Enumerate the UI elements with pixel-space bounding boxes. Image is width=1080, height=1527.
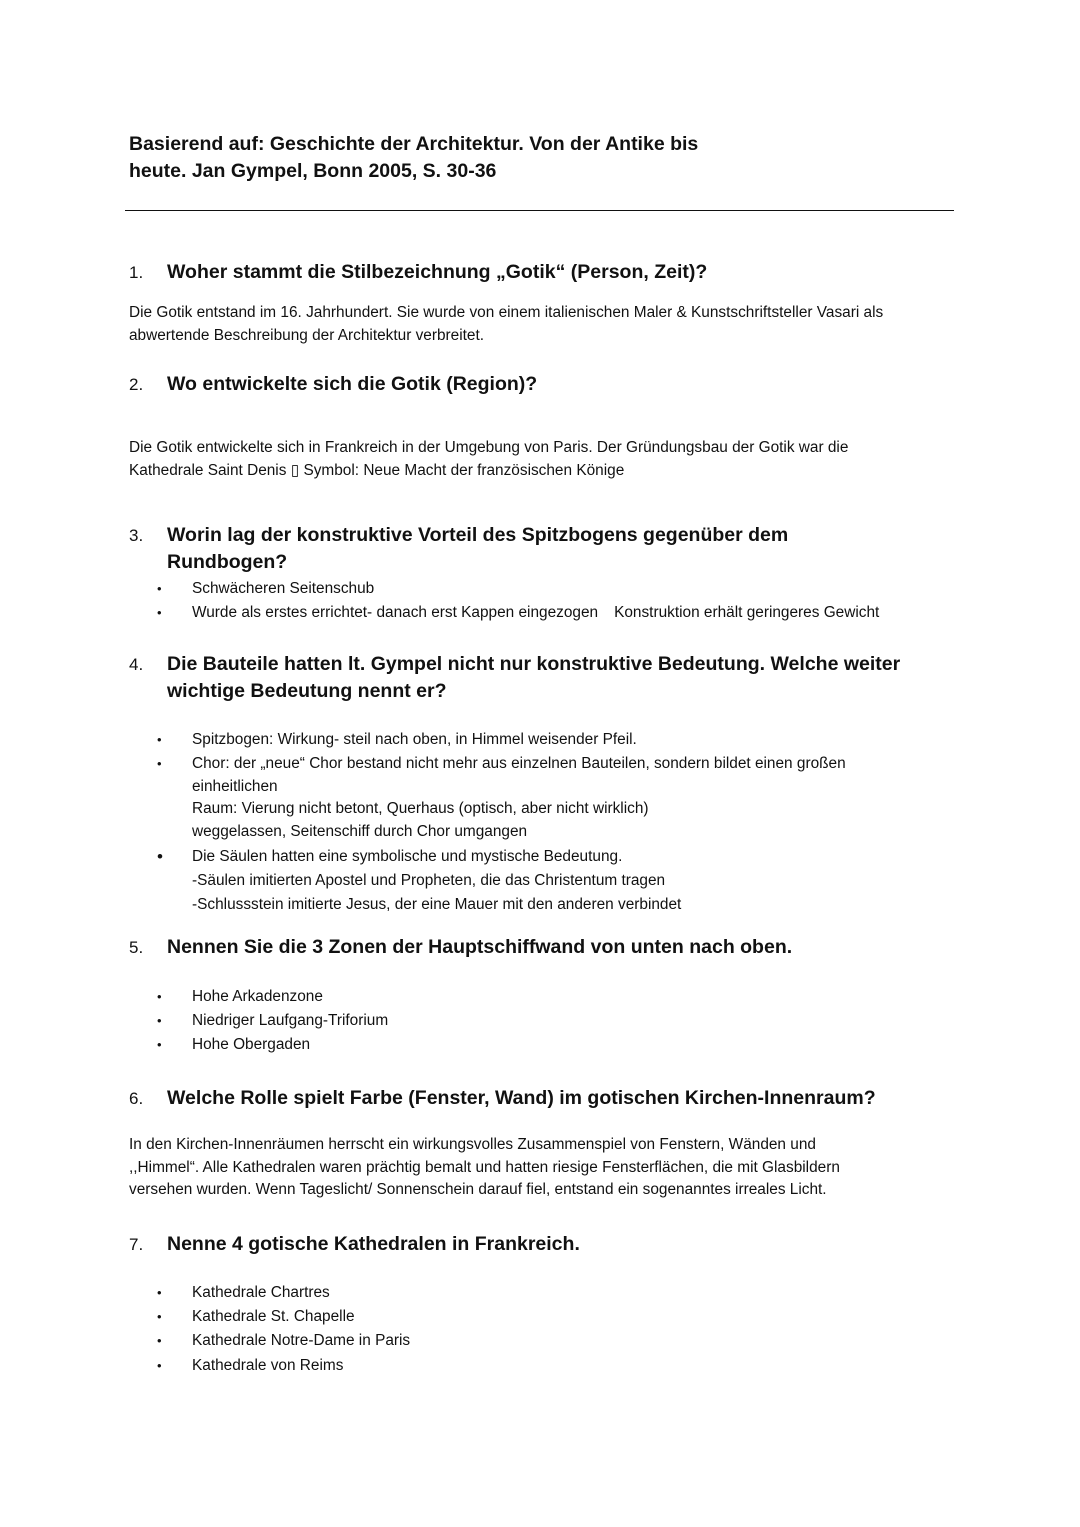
question-title: Woher stammt die Stilbezeichnung „Gotik“ (Person, Zeit)?: [167, 261, 708, 283]
bullet-list-7: [129, 1281, 959, 1378]
bullet-icon: •: [157, 989, 162, 1004]
answer-2: [129, 437, 959, 482]
list-item: • Kathedrale von Reims: [129, 1354, 959, 1378]
list-item: • Kathedrale Notre-Dame in Paris: [129, 1329, 959, 1353]
question-number: 3.: [129, 526, 144, 545]
bullet-icon: •: [157, 1333, 162, 1349]
answer-line: Die Gotik entstand im 16. Jahrhundert. Sie wurde von einem italienischen Maler & Kunstschriftsteller Vasari als: [129, 304, 884, 321]
list-item: • Chor: der „neue“ Chor bestand nicht mehr aus einzelnen Bauteilen, sondern bildet einen großen einheitlichen Raum: Vierung nicht betont, Querhaus (optisch, aber nicht wirklich) weggelassen, Seitenschiff durch Chor umgangen: [157, 754, 846, 841]
bullet-icon: •: [157, 1013, 162, 1029]
bullet-icon: •: [157, 581, 162, 596]
source-line-2: heute. Jan Gympel, Bonn 2005, S. 30-36: [129, 160, 497, 182]
question-1: [129, 259, 959, 286]
question-title: Nenne 4 gotische Kathedralen in Frankreich.: [167, 1233, 580, 1255]
bullet-icon: •: [157, 605, 162, 621]
question-6: [129, 1085, 959, 1112]
list-item: • Kathedrale St. Chapelle: [129, 1305, 959, 1329]
divider-line: [125, 210, 954, 211]
question-title: Nennen Sie die 3 Zonen der Hauptschiffwand von unten nach oben.: [167, 936, 793, 958]
question-title: Welche Rolle spielt Farbe (Fenster, Wand) im gotischen Kirchen-Innenraum?: [167, 1087, 876, 1109]
list-item: • Spitzbogen: Wirkung- steil nach oben, in Himmel weisender Pfeil.: [129, 729, 959, 752]
question-7: [129, 1231, 959, 1258]
answer-line: abwertende Beschreibung der Architektur verbreitet.: [129, 326, 485, 344]
question-3: [129, 522, 959, 576]
question-number: 4.: [129, 655, 144, 674]
answer-line: Kathedrale Saint Denis ▯ Symbol: Neue Macht der französischen Könige: [129, 461, 625, 479]
question-title: Wo entwickelte sich die Gotik (Region)?: [167, 373, 538, 395]
answer-line: In den Kirchen-Innenräumen herrscht ein wirkungsvolles Zusammenspiel von Fenstern, Wänden und: [129, 1136, 816, 1153]
bullet-icon: •: [157, 1285, 162, 1300]
bullet-icon: •: [157, 1309, 162, 1325]
bullet-icon: •: [157, 732, 162, 747]
list-item: • Die Säulen hatten eine symbolische und mystische Bedeutung. -Säulen imitierten Apostel und Propheten, die das Christentum tragen -Schlussstein imitierte Jesus, der eine Mauer mit den anderen verbindet: [157, 846, 682, 913]
answer-line: ,,Himmel“. Alle Kathedralen waren prächtig bemalt und hatten riesige Fensterflächen, die mit Glasbildern: [129, 1158, 840, 1176]
question-title-line-2: Rundbogen?: [167, 551, 288, 573]
bullet-list-4: [129, 729, 959, 917]
question-2: [129, 371, 959, 398]
answer-line: Die Gotik entwickelte sich in Frankreich in der Umgebung von Paris. Der Gründungsbau der Gotik war die: [129, 439, 849, 456]
bullet-list-3: [129, 577, 959, 625]
question-number: 1.: [129, 263, 144, 282]
question-number: 6.: [129, 1089, 144, 1108]
list-item: • Hohe Arkadenzone: [129, 985, 959, 1009]
question-title-line-1: Worin lag der konstruktive Vorteil des Spitzbogens gegenüber dem: [167, 524, 789, 546]
question-number: 5.: [129, 938, 144, 957]
answer-1: [129, 302, 959, 347]
source-line-1: Basierend auf: Geschichte der Architektur. Von der Antike bis: [129, 133, 699, 155]
source-citation: [129, 131, 849, 185]
list-item: • Wurde als erstes errichtet- danach erst Kappen eingezogen Konstruktion erhält geringeres Gewicht: [129, 601, 959, 625]
answer-6: [129, 1134, 959, 1202]
question-number: 2.: [129, 375, 144, 394]
bullet-icon: •: [157, 755, 162, 771]
bullet-list-5: [129, 985, 959, 1058]
question-number: 7.: [129, 1235, 144, 1254]
bullet-icon: •: [157, 1357, 162, 1373]
bullet-icon: •: [157, 1037, 162, 1053]
bullet-icon: •: [157, 846, 163, 866]
question-title-line-2: wichtige Bedeutung nennt er?: [167, 680, 447, 702]
question-4: [129, 651, 959, 705]
question-5: [129, 934, 959, 961]
list-item: • Schwächeren Seitenschub: [129, 577, 959, 601]
question-title-line-1: Die Bauteile hatten lt. Gympel nicht nur konstruktive Bedeutung. Welche weiter: [167, 653, 901, 675]
list-item: • Hohe Obergaden: [129, 1033, 959, 1057]
answer-line: versehen wurden. Wenn Tageslicht/ Sonnenschein darauf fiel, entstand ein sogenanntes irreales Licht.: [129, 1181, 827, 1198]
list-item: • Kathedrale Chartres: [129, 1281, 959, 1305]
list-item: • Niedriger Laufgang-Triforium: [129, 1009, 959, 1033]
